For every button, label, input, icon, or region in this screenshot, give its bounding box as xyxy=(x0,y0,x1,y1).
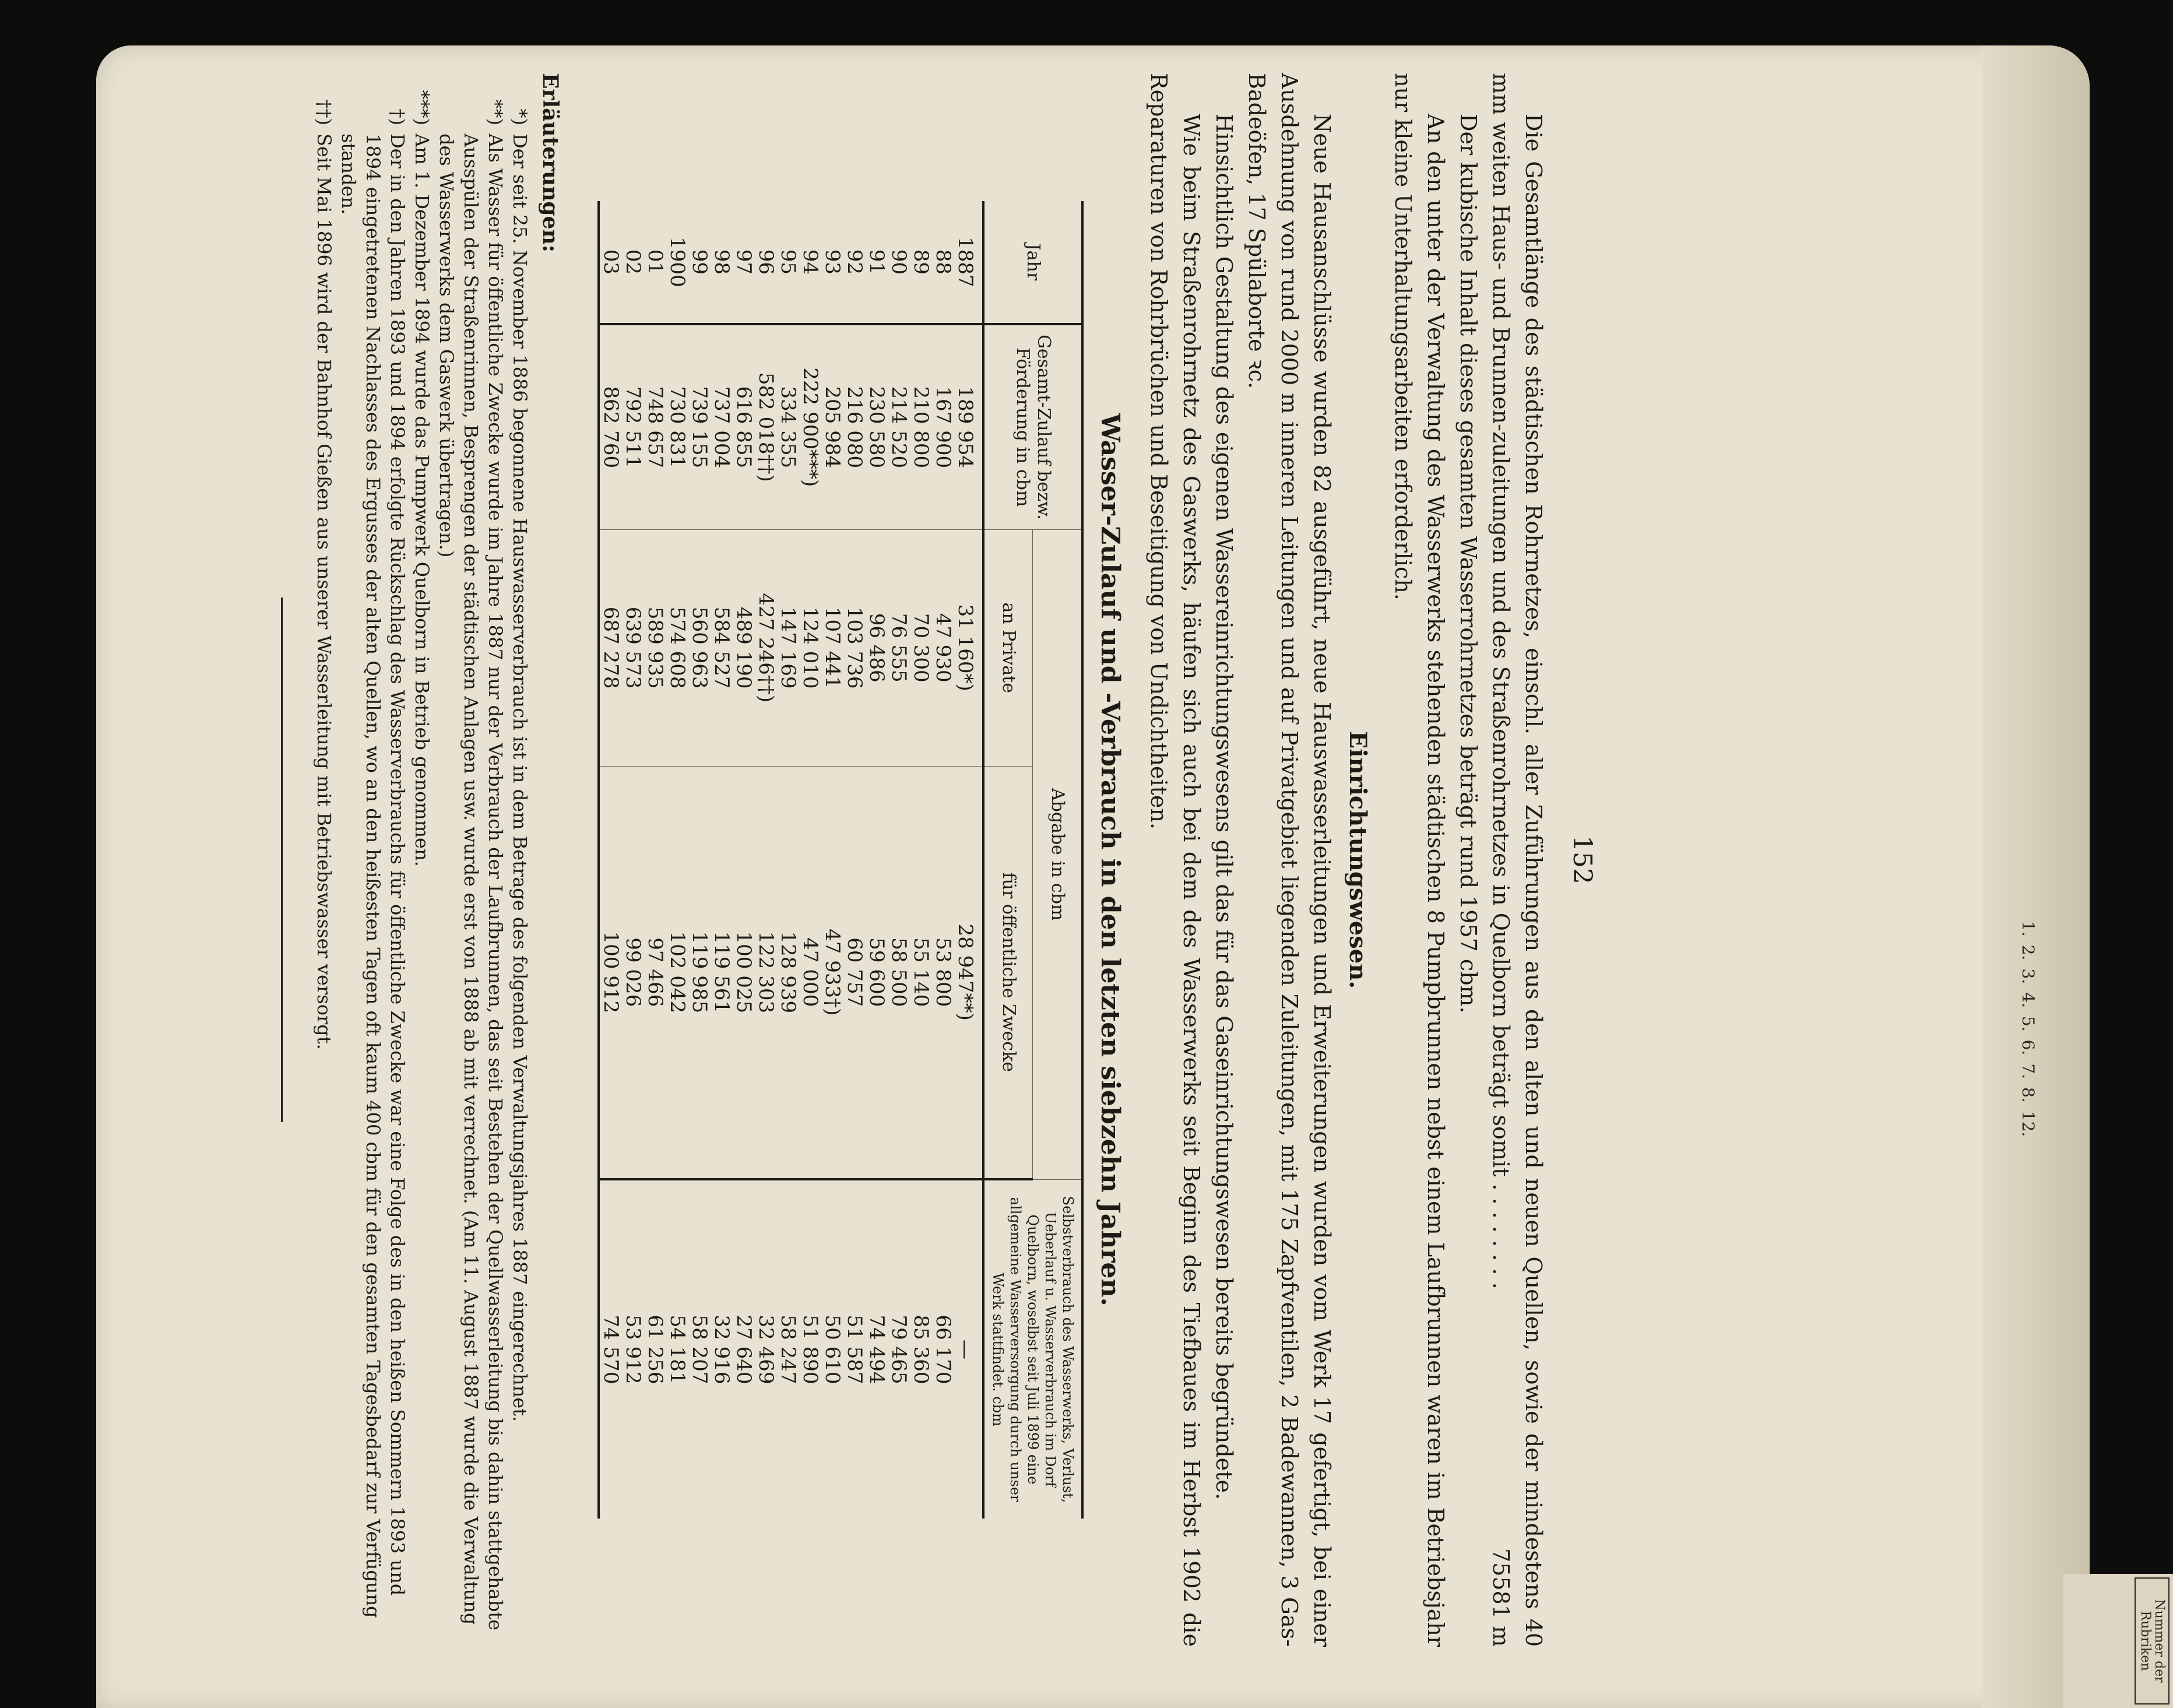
cell-public: 47 933†) xyxy=(821,766,843,1179)
cell-private: 560 963 xyxy=(688,529,711,766)
cell-total: 216 080 xyxy=(843,324,866,530)
intro-paragraph-volume: Der kubische Inhalt dieses gesamten Wasserrohrnetzes beträgt rund 1957 cbm. xyxy=(1455,114,1481,1014)
cell-private: 70 300 xyxy=(910,529,932,766)
table-row xyxy=(777,201,799,1519)
section-paragraph-connections: Neue Hausanschlüsse wurden 82 ausgeführt, neue Hauswasserleitungen und Erweiterungen wurden vom Werk 17 gefertigt, bei einer Ausdehnung von rund 2000 m inneren Leitungen und auf Privatgebiet liegenden Zuleitungen, mit 175 Zapfventilen, 2 Badewannen, 3 Gas-Badeöfen, 17 Spülaborte ꝛc. xyxy=(1244,73,1335,1647)
cell-private: 427 246††) xyxy=(755,529,777,766)
cell-year: 93 xyxy=(821,201,843,324)
cell-own-use: 54 181 xyxy=(666,1179,688,1519)
section-paragraph-repairs: Wie beim Straßenrohrnetz des Gaswerks, häufen sich auch bei dem des Wasserwerks seit Beginn des Tiefbaues im Herbst 1902 die Reparaturen von Rohrbrüchen und Beseitigung von Undichtheiten. xyxy=(1146,73,1204,1647)
cell-public: 122 303 xyxy=(755,766,777,1179)
cell-own-use: 58 207 xyxy=(688,1179,711,1519)
table-row xyxy=(910,201,932,1519)
cell-year: 97 xyxy=(733,201,755,324)
cell-total: 230 580 xyxy=(866,324,888,530)
cell-public: 100 912 xyxy=(599,766,622,1179)
table-row xyxy=(866,201,888,1519)
cell-total: 739 155 xyxy=(688,324,711,530)
intro-length-value: 75581 m xyxy=(1488,1548,1514,1647)
cell-own-use: 32 916 xyxy=(711,1179,733,1519)
header-abgabe: Abgabe in cbm xyxy=(1033,529,1082,1179)
section-heading: Einrichtungswesen. xyxy=(1344,730,1372,989)
note-item xyxy=(410,73,434,1647)
rotated-page-content xyxy=(313,73,1597,1647)
closing-rule xyxy=(281,598,283,1122)
note-mark: ***) xyxy=(411,90,433,125)
cell-year: 98 xyxy=(711,201,733,324)
table-row xyxy=(666,201,688,1519)
row-number: 2. xyxy=(2019,944,2038,961)
cell-private: 107 441 xyxy=(821,529,843,766)
intro-paragraph-pumps: An den unter der Verwaltung des Wasserwerks stehenden städtischen 8 Pumpbrunnen nebst einem Laufbrunnen waren im Betriebsjahr nur kleine Unterhaltungsarbeiten erforderlich. xyxy=(1390,73,1448,1647)
cell-total: 730 831 xyxy=(666,324,688,530)
note-item xyxy=(312,73,336,1647)
cell-private: 147 169 xyxy=(777,529,799,766)
cell-private: 31 160*) xyxy=(954,529,983,766)
table-row xyxy=(799,201,821,1519)
cell-public: 28 947**) xyxy=(954,766,983,1179)
cell-total: 222 900***) xyxy=(799,324,821,530)
table-row xyxy=(954,201,983,1519)
cell-total: 189 954 xyxy=(954,324,983,530)
cell-public: 128 939 xyxy=(777,766,799,1179)
cell-year: 02 xyxy=(622,201,644,324)
note-mark: †) xyxy=(386,108,409,125)
cell-private: 47 930 xyxy=(932,529,954,766)
cell-public: 55 140 xyxy=(910,766,932,1179)
cell-year: 1887 xyxy=(954,201,983,324)
cell-year: 95 xyxy=(777,201,799,324)
cell-own-use: 61 256 xyxy=(644,1179,666,1519)
next-page-row-numbers xyxy=(2005,921,2052,1609)
cell-total: 334 355 xyxy=(777,324,799,530)
cell-private: 687 278 xyxy=(599,529,622,766)
notes-title: Erläuterungen: xyxy=(538,73,562,252)
note-text: Am 1. Dezember 1894 wurde das Pumpwerk Quelborn in Betrieb genommen. xyxy=(411,133,433,867)
cell-year: 03 xyxy=(599,201,622,324)
note-item xyxy=(508,73,532,1647)
cell-year: 99 xyxy=(688,201,711,324)
page-number: 152 xyxy=(1567,835,1597,884)
row-number: 1. xyxy=(2019,921,2038,937)
cell-own-use: 74 570 xyxy=(599,1179,622,1519)
cell-total: 862 760 xyxy=(599,324,622,530)
next-page-header: Nummer der Rubriken xyxy=(2135,1577,2170,1705)
cell-total: 167 900 xyxy=(932,324,954,530)
cell-private: 76 555 xyxy=(888,529,910,766)
cell-own-use: 51 587 xyxy=(843,1179,866,1519)
cell-total: 792 511 xyxy=(622,324,644,530)
note-mark: **) xyxy=(484,99,507,125)
next-page-edge xyxy=(2063,1574,2173,1708)
cell-year: 90 xyxy=(888,201,910,324)
row-number: 12. xyxy=(2019,1110,2038,1137)
cell-own-use: 79 465 xyxy=(888,1179,910,1519)
water-table xyxy=(597,201,1084,1519)
note-mark: ††) xyxy=(313,99,335,125)
cell-public: 60 757 xyxy=(843,766,866,1179)
table-title: Wasser-Zulauf und -Verbrauch in den letzten siebzehn Jahren. xyxy=(1095,413,1125,1306)
cell-private: 96 486 xyxy=(866,529,888,766)
cell-public: 59 600 xyxy=(866,766,888,1179)
table-row xyxy=(932,201,954,1519)
cell-own-use: 53 912 xyxy=(622,1179,644,1519)
cell-private: 589 935 xyxy=(644,529,666,766)
intro-paragraph-length xyxy=(1485,73,1550,1647)
cell-total: 582 018††) xyxy=(755,324,777,530)
cell-year: 91 xyxy=(866,201,888,324)
cell-public: 102 042 xyxy=(666,766,688,1179)
cell-own-use: 50 610 xyxy=(821,1179,843,1519)
cell-year: 88 xyxy=(932,201,954,324)
cell-private: 584 527 xyxy=(711,529,733,766)
table-row xyxy=(622,201,644,1519)
header-private: an Private xyxy=(983,529,1033,766)
cell-own-use: 58 247 xyxy=(777,1179,799,1519)
row-number: 6. xyxy=(2019,1039,2038,1056)
cell-private: 489 190 xyxy=(733,529,755,766)
cell-public: 97 466 xyxy=(644,766,666,1179)
row-number: 5. xyxy=(2019,1015,2038,1032)
row-number: 3. xyxy=(2019,968,2038,985)
cell-year: 01 xyxy=(644,201,666,324)
cell-public: 53 800 xyxy=(932,766,954,1179)
cell-year: 96 xyxy=(755,201,777,324)
cell-public: 119 561 xyxy=(711,766,733,1179)
note-item xyxy=(434,73,508,1647)
cell-public: 47 000 xyxy=(799,766,821,1179)
note-text: Als Wasser für öffentliche Zwecke wurde im Jahre 1887 nur der Verbrauch der Laufbrunnen, das seit Bestehen der Quellwasserleitung bis dahin stattgehabte Ausspülen der Straßenrinnen, Besprengen der städtischen Anlagen usw. wurde erst von 1888 ab mit verrechnet. (Am 11. August 1887 wurde die Verwaltung des Wasserwerks dem Gaswerk übertragen.) xyxy=(435,133,507,1630)
cell-own-use: 51 890 xyxy=(799,1179,821,1519)
table-row xyxy=(888,201,910,1519)
header-total: Gesamt-Zulauf bezw. Förderung in cbm xyxy=(983,324,1082,530)
note-item xyxy=(336,73,410,1647)
note-mark: *) xyxy=(509,108,531,125)
cell-own-use: 27 640 xyxy=(733,1179,755,1519)
row-number: 7. xyxy=(2019,1063,2038,1080)
intro-length-text: Die Gesamtlänge des städtischen Rohrnetzes, einschl. aller Zuführungen aus den alten und neuen Quellen, sowie der mindestens 40 mm weiten Haus- und Brunnen-zuleitungen und des Straßenrohrnetzes in Quelborn beträgt somit . . . . . . . . xyxy=(1488,73,1546,1647)
table-row xyxy=(644,201,666,1519)
cell-total: 214 520 xyxy=(888,324,910,530)
cell-public: 100 025 xyxy=(733,766,755,1179)
cell-public: 119 985 xyxy=(688,766,711,1179)
cell-own-use: 66 170 xyxy=(932,1179,954,1519)
cell-private: 124 010 xyxy=(799,529,821,766)
cell-total: 616 855 xyxy=(733,324,755,530)
notes-list xyxy=(312,73,532,1647)
cell-private: 574 608 xyxy=(666,529,688,766)
cell-year: 92 xyxy=(843,201,866,324)
row-number: 8. xyxy=(2019,1087,2038,1103)
table-row xyxy=(755,201,777,1519)
cell-year: 1900 xyxy=(666,201,688,324)
cell-year: 89 xyxy=(910,201,932,324)
table-row xyxy=(843,201,866,1519)
header-year: Jahr xyxy=(983,201,1082,324)
note-text: Der seit 25. November 1886 begonnene Hauswasserverbrauch ist in dem Betrage des folgenden Verwaltungsjahres 1887 eingerechnet. xyxy=(509,133,531,1422)
cell-private: 639 573 xyxy=(622,529,644,766)
cell-total: 205 984 xyxy=(821,324,843,530)
cell-own-use: 32 469 xyxy=(755,1179,777,1519)
table-row xyxy=(599,201,622,1519)
row-number: 4. xyxy=(2019,992,2038,1008)
header-public: für öffentliche Zwecke xyxy=(983,766,1033,1179)
cell-total: 748 657 xyxy=(644,324,666,530)
cell-year: 94 xyxy=(799,201,821,324)
table-row xyxy=(733,201,755,1519)
table-row xyxy=(821,201,843,1519)
section-paragraph-design: Hinsichtlich Gestaltung des eigenen Wassereinrichtungswesens gilt das für das Gaseinrichtungswesen bereits begründete. xyxy=(1211,114,1237,1500)
cell-own-use: 85 360 xyxy=(910,1179,932,1519)
cell-public: 58 500 xyxy=(888,766,910,1179)
cell-own-use: 74 494 xyxy=(866,1179,888,1519)
table-row xyxy=(688,201,711,1519)
cell-total: 210 800 xyxy=(910,324,932,530)
header-own-use: Selbstverbrauch des Wasserwerks, Verlust, Ueberlauf u. Wasserverbrauch im Dorf Quelborn, woselbst seit Juli 1899 eine allgemeine Wasserversorgung durch unser Werk stattfindet. cbm xyxy=(983,1179,1082,1519)
cell-total: 737 004 xyxy=(711,324,733,530)
note-text: Der in den Jahren 1893 und 1894 erfolgte Rückschlag des Wasserverbrauchs für öffentliche Zwecke war eine Folge des in den heißen Sommern 1893 und 1894 eingetretenen Nachlasses des Ergusses der alten Quellen, wo an den heißesten Tagen oft kaum 400 cbm für den gesamten Tagesbedarf zur Verfügung standen. xyxy=(337,133,409,1618)
table-row xyxy=(711,201,733,1519)
cell-public: 99 026 xyxy=(622,766,644,1179)
note-text: Seit Mai 1896 wird der Bahnhof Gießen aus unserer Wasserleitung mit Betriebswasser versorgt. xyxy=(313,133,335,1050)
cell-private: 103 736 xyxy=(843,529,866,766)
cell-own-use: — xyxy=(954,1179,983,1519)
